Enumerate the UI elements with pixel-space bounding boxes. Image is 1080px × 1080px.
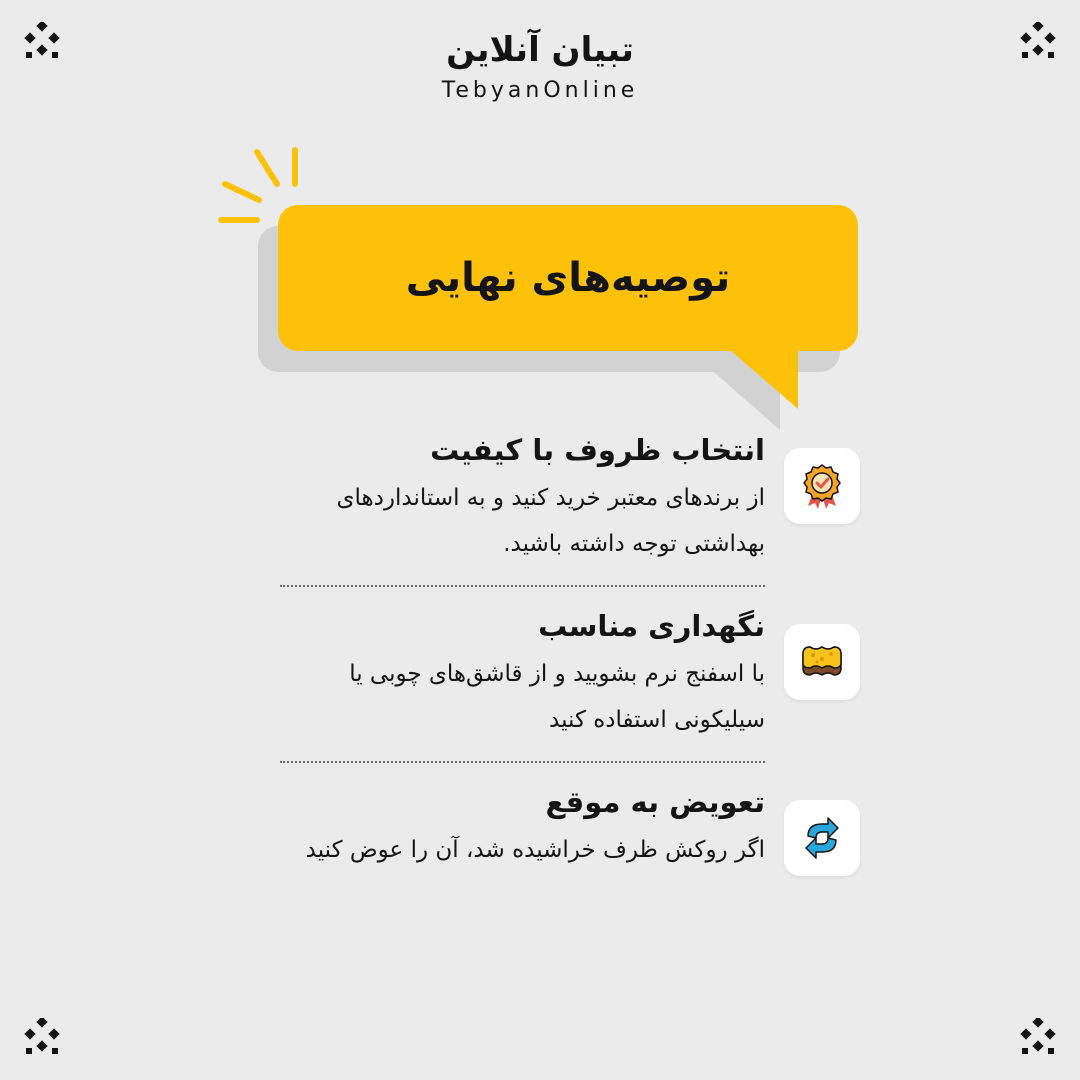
tip-title: نگهداری مناسب [538, 609, 765, 643]
tip-body: با اسفنج نرم بشویید و از قاشق‌های چوبی یا سیلیکونی استفاده کنید [349, 661, 765, 733]
tip-item-replacement [270, 777, 860, 873]
tip-title: انتخاب ظروف با کیفیت [430, 433, 765, 467]
header-bubble [278, 205, 858, 351]
tip-icon-box [784, 800, 860, 876]
brand-name-en: TebyanOnline [441, 78, 639, 103]
tips-list [270, 425, 860, 873]
divider [280, 585, 765, 587]
corner-ornament-bottom-left [22, 1018, 62, 1058]
divider [280, 761, 765, 763]
corner-ornament-bottom-right [1018, 1018, 1058, 1058]
page-title: توصیه‌های نهایی [405, 255, 731, 301]
brand-name-fa: تبیان آنلاین [446, 30, 634, 70]
sponge-icon [798, 638, 846, 686]
tip-icon-box [784, 448, 860, 524]
tip-item-quality [270, 425, 860, 567]
brand-logo [0, 30, 1080, 106]
tip-body: اگر روکش ظرف خراشیده شد، آن را عوض کنید [305, 837, 765, 863]
tip-icon-box [784, 624, 860, 700]
tip-body: از برندهای معتبر خرید کنید و به استانداردهای بهداشتی توجه داشته باشید. [336, 485, 765, 557]
bubble-tail [722, 343, 802, 411]
quality-badge-icon [798, 462, 846, 510]
tip-item-maintenance [270, 601, 860, 743]
refresh-icon [798, 814, 846, 862]
tip-title: تعویض به موقع [545, 785, 765, 819]
